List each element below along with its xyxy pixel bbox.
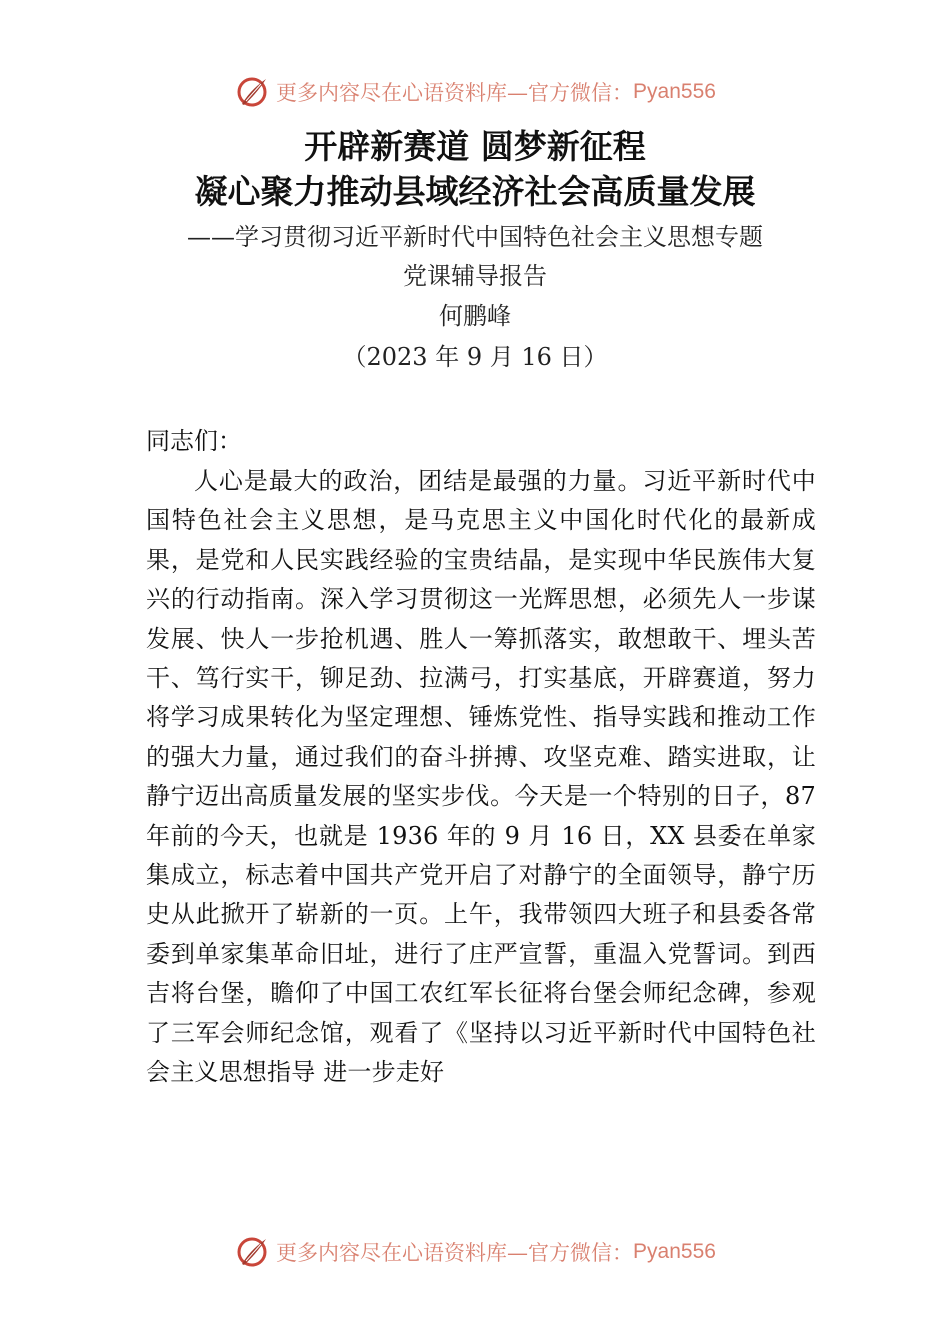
banner-wechat-id: Pyan556: [633, 80, 716, 103]
banner-text: 更多内容尽在心语资料库—官方微信：: [276, 81, 634, 105]
red-feather-seal-icon: [234, 74, 270, 110]
date: （2023 年 9 月 16 日）: [342, 343, 608, 371]
subtitle-line-1: ——学习贯彻习近平新时代中国特色社会主义思想专题: [187, 223, 763, 251]
title-line-2: 凝心聚力推动县域经济社会高质量发展: [194, 172, 756, 211]
title-line-1: 开辟新赛道 圆梦新征程: [304, 127, 646, 166]
header-banner: [0, 72, 950, 112]
red-feather-seal-icon: [234, 1234, 270, 1270]
banner-text: 更多内容尽在心语资料库—官方微信：: [276, 1241, 634, 1265]
salutation: 同志们：: [146, 427, 242, 455]
author: 何鹏峰: [439, 302, 511, 330]
body-paragraph: 人心是最大的政治，团结是最强的力量。习近平新时代中国特色社会主义思想，是马克思主义中国化时代化的最新成果，是党和人民实践经验的宝贵结晶，是实现中华民族伟大复兴的行动指南。深入学习贯彻这一光辉思想，必须先人一步谋发展、快人一步抢机遇、胜人一筹抓落实，敢想敢干、埋头苦干、笃行实干，铆足劲、拉满弓，打实基底，开辟赛道，努力将学习成果转化为坚定理想、锤炼党性、指导实践和推动工作的强大力量，通过我们的奋斗拼搏、攻坚克难、踏实进取，让静宁迈出高质量发展的坚实步伐。今天是一个特别的日子，87 年前的今天，也就是 1936 年的 9 月 16 日，XX 县委在单家集成立，标志着中国共产党开启了对静宁的全面领导，静宁历史从此掀开了崭新的一页。上午，我带领四大班子和县委各常委到单家集革命旧址，进行了庄严宣誓，重温入党誓词。到西吉将台堡，瞻仰了中国工农红军长征将台堡会师纪念碑，参观了三军会师纪念馆，观看了《坚持以习近平新时代中国特色社会主义思想指导 进一步走好: [146, 467, 816, 1087]
subtitle-line-2: 党课辅导报告: [403, 262, 547, 290]
footer-banner: [0, 1232, 950, 1272]
banner-wechat-id: Pyan556: [633, 1240, 716, 1263]
